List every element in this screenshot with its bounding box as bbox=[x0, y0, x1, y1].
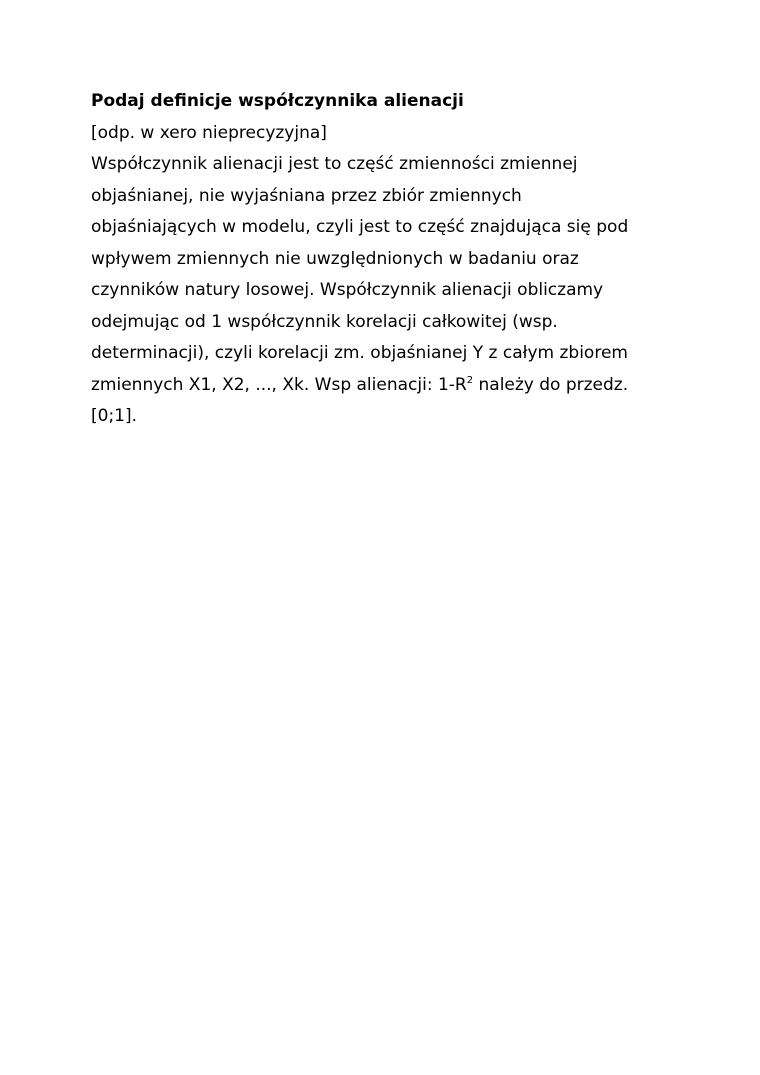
question-heading: Podaj definicje współczynnika alienacji bbox=[91, 91, 464, 111]
document-page bbox=[91, 86, 681, 433]
paragraph-line: czynników natury losowej. Współczynnik alienacji obliczamy bbox=[91, 280, 604, 300]
answer-note: [odp. w xero nieprecyzyjna] bbox=[91, 122, 327, 143]
paragraph-line: determinacji), czyli korelacji zm. objaśnianej Y z całym zbiorem bbox=[91, 343, 628, 363]
paragraph-line: odejmując od 1 współczynnik korelacji całkowitej (wsp. bbox=[91, 311, 558, 332]
paragraph-line: [0;1]. bbox=[91, 406, 138, 426]
answer-paragraph bbox=[91, 149, 681, 433]
formula-prefix: zmiennych X1, X2, ..., Xk. Wsp alienacji: 1-R bbox=[91, 374, 467, 395]
paragraph-line: Współczynnik alienacji jest to część zmienności zmiennej bbox=[91, 154, 578, 174]
formula-suffix: należy do przedz. bbox=[473, 374, 629, 395]
formula-superscript: 2 bbox=[466, 374, 474, 386]
paragraph-line: wpływem zmiennych nie uwzględnionych w badaniu oraz bbox=[91, 248, 579, 269]
paragraph-line: objaśnianej, nie wyjaśniana przez zbiór zmiennych bbox=[91, 185, 522, 206]
formula-line bbox=[91, 370, 681, 402]
paragraph-line: objaśniających w modelu, czyli jest to część znajdująca się pod bbox=[91, 217, 629, 237]
